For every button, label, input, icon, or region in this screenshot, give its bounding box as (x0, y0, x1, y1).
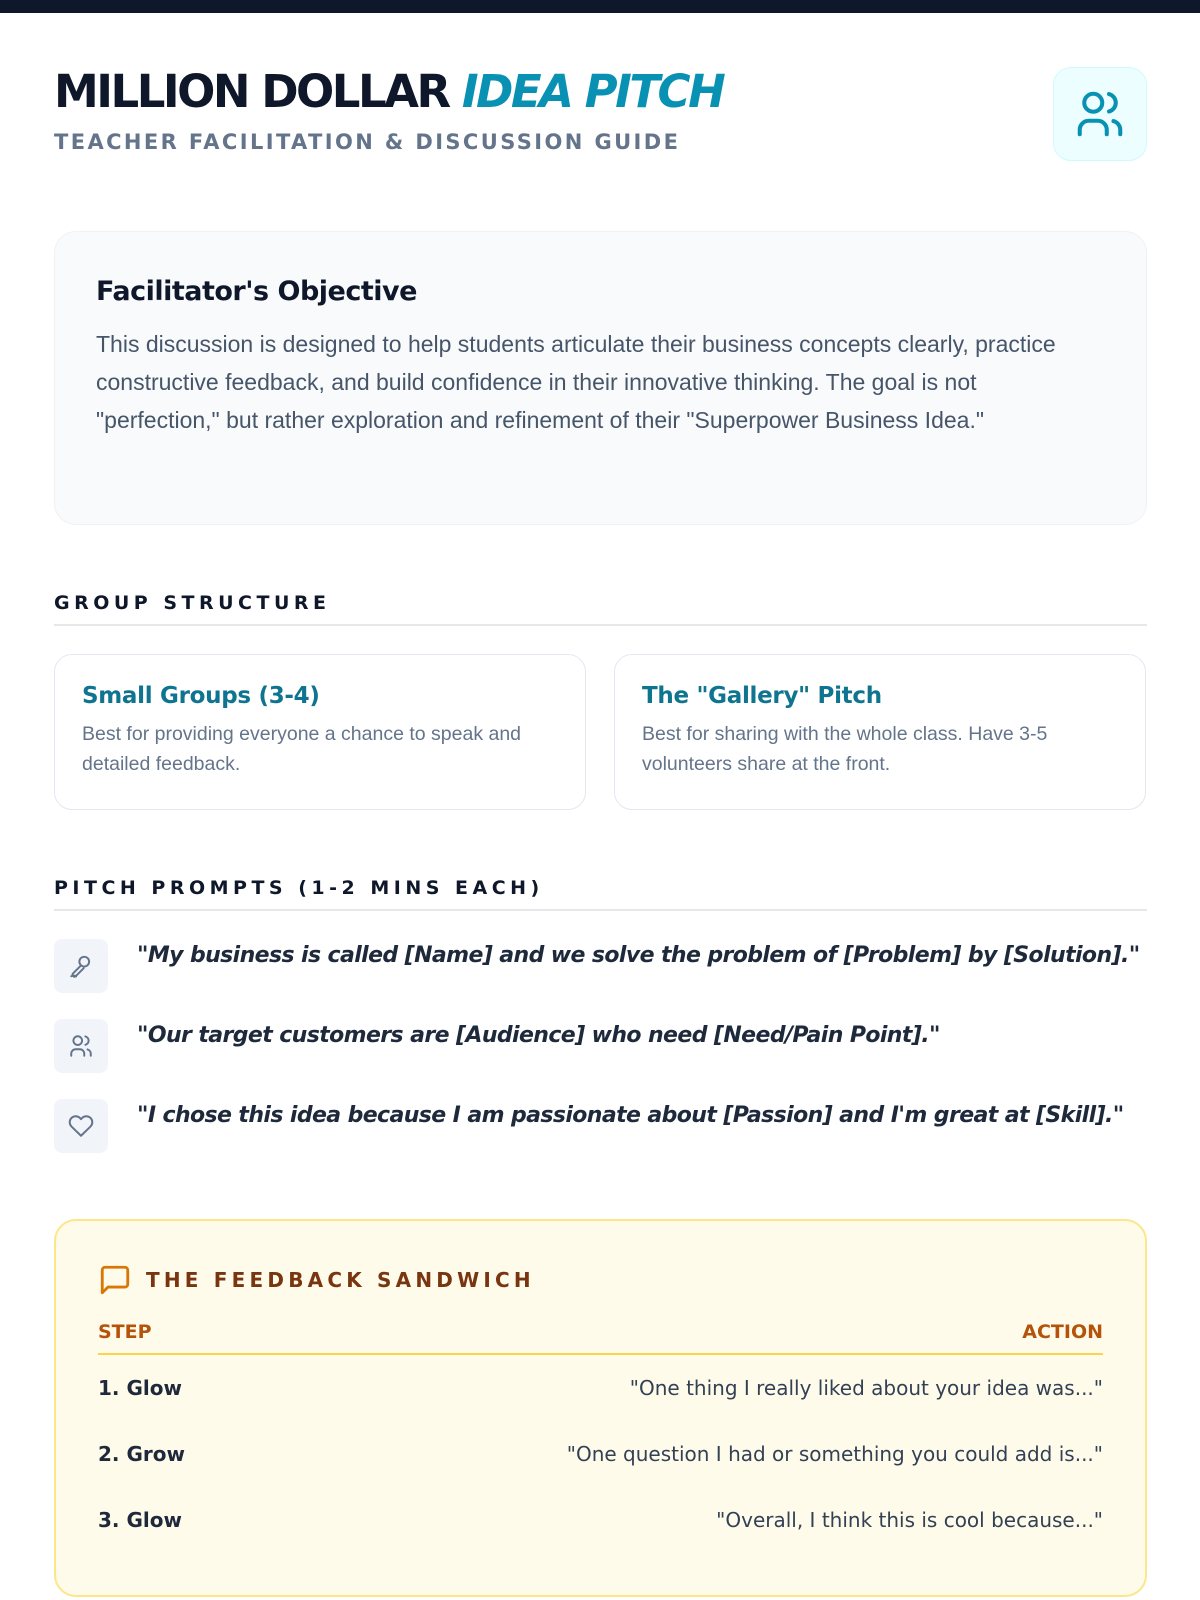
feedback-action: "One question I had or something you could add is..." (566, 1442, 1103, 1466)
page-header (54, 64, 1147, 174)
page-title (54, 64, 1147, 120)
card-title: The "Gallery" Pitch (642, 683, 882, 709)
feedback-step: 1. Glow (98, 1376, 182, 1400)
card-description: Best for providing everyone a chance to speak and detailed feedback. (82, 723, 522, 775)
feedback-table-header (98, 1321, 1103, 1355)
feedback-action: "One thing I really liked about your idea was..." (629, 1376, 1103, 1400)
pitch-prompt (54, 1019, 1147, 1073)
column-header-action: ACTION (1022, 1321, 1103, 1343)
objective-heading: Facilitator's Objective (96, 276, 417, 307)
message-square-icon (98, 1263, 132, 1297)
header-badge (1053, 67, 1147, 161)
feedback-action: "Overall, I think this is cool because..." (716, 1508, 1103, 1532)
page-subtitle: TEACHER FACILITATION & DISCUSSION GUIDE (54, 130, 681, 154)
title-accent: IDEA PITCH (461, 65, 724, 118)
top-accent-bar (0, 0, 1200, 13)
column-header-step: STEP (98, 1321, 152, 1343)
microphone-icon (68, 953, 94, 979)
prompt-icon-box (54, 939, 108, 993)
title-main: MILLION DOLLAR (54, 65, 449, 118)
group-card-gallery-pitch (614, 654, 1146, 810)
feedback-title-text: THE FEEDBACK SANDWICH (146, 1268, 535, 1292)
feedback-step: 3. Glow (98, 1508, 182, 1532)
pitch-prompts-label: PITCH PROMPTS (1-2 MINS EACH) (54, 877, 1147, 911)
pitch-prompt (54, 1099, 1147, 1153)
prompt-icon-box (54, 1099, 108, 1153)
table-row (98, 1487, 1103, 1553)
feedback-table (98, 1321, 1103, 1553)
pitch-prompt (54, 939, 1147, 993)
feedback-step: 2. Grow (98, 1442, 185, 1466)
users-icon (68, 1033, 94, 1059)
card-title: Small Groups (3-4) (82, 683, 320, 709)
prompt-text: "I chose this idea because I am passionate about [Passion] and I'm great at [Skill]." (137, 1103, 1124, 1128)
feedback-title (98, 1263, 1103, 1297)
users-icon (1073, 87, 1127, 141)
objective-body: This discussion is designed to help students articulate their business concepts clearly, practice constructive feedback, and build confidence in their innovative thinking. The goal is not "perfection," but rather exploration and refinement of their "Superpower Business Idea." (96, 331, 1056, 433)
card-description: Best for sharing with the whole class. Have 3-5 volunteers share at the front. (642, 723, 1048, 775)
prompt-icon-box (54, 1019, 108, 1073)
prompt-text: "Our target customers are [Audience] who need [Need/Pain Point]." (137, 1023, 940, 1048)
feedback-sandwich-panel (54, 1219, 1147, 1597)
table-row (98, 1355, 1103, 1421)
facilitator-objective (54, 231, 1147, 525)
heart-icon (68, 1113, 94, 1139)
table-row (98, 1421, 1103, 1487)
group-structure-label: GROUP STRUCTURE (54, 592, 1147, 626)
group-card-small-groups (54, 654, 586, 810)
prompt-text: "My business is called [Name] and we solve the problem of [Problem] by [Solution]." (137, 943, 1140, 968)
